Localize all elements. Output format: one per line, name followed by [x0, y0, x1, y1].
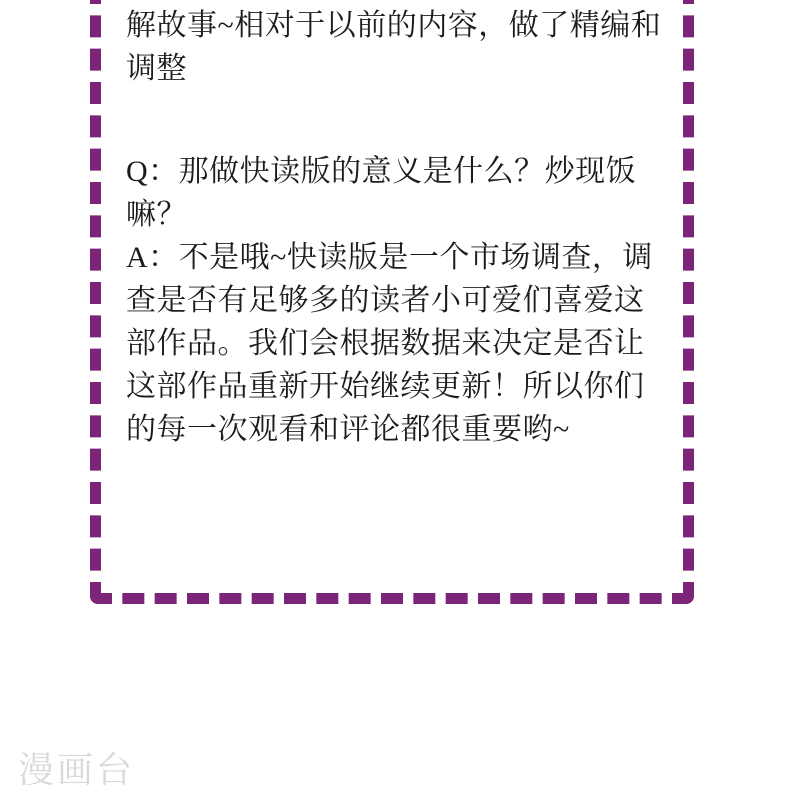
intro-paragraph: 解故事~相对于以前的内容，做了精编和调整	[126, 9, 662, 85]
watermark-label: 漫画台	[18, 750, 136, 790]
panel-text-content	[126, 4, 666, 451]
question-paragraph: Q：那做快读版的意义是什么？炒现饭嘛？	[126, 155, 637, 231]
answer-paragraph: A：不是哦~快读版是一个市场调查，调查是否有足够多的读者小可爱们喜爱这部作品。我们会根据数据来决定是否让这部作品重新开始继续更新！所以你们的每一次观看和评论都很重要哟~	[126, 241, 653, 446]
